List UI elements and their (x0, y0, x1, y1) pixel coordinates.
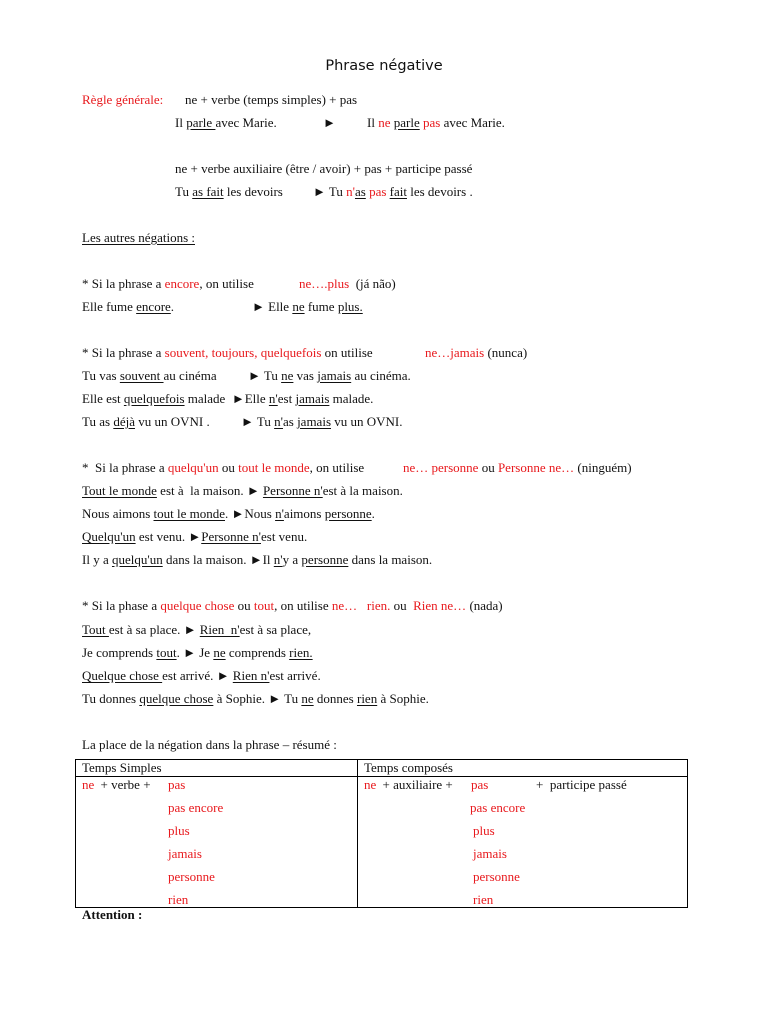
column-header-simple: Temps Simples (82, 760, 162, 775)
simple-tense-cell (76, 777, 357, 907)
arrow-icon: ► (248, 368, 261, 383)
formula-verbe: + verbe + (94, 777, 151, 792)
rule-formula-simple: ne + verbe (temps simples) + pas (185, 92, 358, 107)
example-personne-1: Tout le monde est à la maison. ► Personne n'est à la maison. (82, 483, 403, 498)
negation-item: pas (168, 777, 186, 792)
ne-label: ne (82, 777, 95, 792)
example-jamais-1: Tu vas souvent au cinéma (82, 368, 217, 383)
negation-item: plus (168, 823, 190, 838)
rule-example-1-affirmative: Il parle avec Marie. (175, 115, 277, 130)
summary-intro: La place de la négation dans la phrase – résumé : (82, 737, 337, 752)
example-jamais-1-negative: ► Tu ne vas jamais au cinéma. (248, 368, 411, 383)
arrow-icon: ► (183, 622, 197, 637)
rule-encore: * Si la phrase a encore, on utilise (82, 276, 254, 291)
rule-example-2-negative: ► Tu n'as pas fait les devoirs . (313, 184, 473, 199)
negation-item: pas encore (470, 800, 526, 815)
arrow-icon: ► (231, 391, 245, 406)
example-personne-2: Nous aimons tout le monde. ►Nous n'aimons personne. (82, 506, 375, 521)
formula-participe: + participe passé (536, 777, 627, 792)
rule-example-1-negative: Il ne parle pas avec Marie. (367, 115, 505, 130)
example-rien-4: Tu donnes quelque chose à Sophie. ► Tu ne donnes rien à Sophie. (82, 691, 429, 706)
arrow-icon: ► (183, 645, 196, 660)
example-encore-negative: ► Elle ne fume plus. (252, 299, 363, 314)
rule-label: Règle générale: (82, 92, 164, 107)
arrow-icon: ► (246, 483, 260, 498)
example-encore: Elle fume encore. (82, 299, 175, 314)
section-heading: Les autres négations : (82, 230, 195, 245)
attention-heading: Attention : (82, 907, 143, 922)
arrow-icon: ► (188, 529, 202, 544)
example-jamais-2: Elle est quelquefois malade ►Elle n'est jamais malade. (82, 391, 374, 406)
ne-label: ne (364, 777, 377, 792)
negation-item: jamais (168, 846, 202, 861)
negation-item: rien (168, 892, 189, 907)
arrow-icon: ► (313, 184, 326, 199)
example-jamais-3-negative: ► Tu n'as jamais vu un OVNI. (241, 414, 403, 429)
negation-item: personne (473, 869, 520, 884)
column-header-compound: Temps composés (364, 760, 453, 775)
page-title: Phrase négative (325, 58, 443, 74)
summary-table (75, 759, 688, 908)
rule-jamais-negation: ne…jamais (nunca) (425, 345, 528, 360)
formula-auxiliaire: + auxiliaire + (376, 777, 453, 792)
negation-item: rien (473, 892, 494, 907)
negation-item: personne (168, 869, 215, 884)
example-personne-4: Il y a quelqu'un dans la maison. ►Il n'y a personne dans la maison. (82, 552, 433, 567)
rule-formula-compound: ne + verbe auxiliaire (être / avoir) + pas + participe passé (175, 161, 473, 176)
compound-tense-cell (358, 777, 687, 907)
rule-personne-negation: ne… personne ou Personne ne… (ninguém) (403, 460, 632, 475)
rule-personne: * Si la phrase a quelqu'un ou tout le monde, on utilise (82, 460, 365, 475)
negation-item: pas (471, 777, 489, 792)
example-personne-3: Quelqu'un est venu. ►Personne n'est venu. (82, 529, 308, 544)
arrow-icon: ► (268, 691, 282, 706)
rule-jamais: * Si la phrase a souvent, toujours, quelquefois on utilise (82, 345, 373, 360)
rule-encore-negation: ne….plus (já não) (299, 276, 396, 291)
arrow-icon: ► (231, 506, 245, 521)
arrow-icon: ► (323, 115, 336, 130)
arrow-icon: ► (241, 414, 254, 429)
arrow-icon: ► (249, 552, 263, 567)
negation-item: plus (473, 823, 495, 838)
example-rien-2: Je comprends tout. ► Je ne comprends rien. (82, 645, 313, 660)
example-jamais-3: Tu as déjà vu un OVNI . (82, 414, 210, 429)
negation-item: jamais (473, 846, 507, 861)
rule-rien: * Si la phase a quelque chose ou tout, on utilise ne… rien. ou Rien ne… (nada) (82, 598, 503, 613)
rule-example-2-affirmative: Tu as fait les devoirs (175, 184, 283, 199)
example-rien-3: Quelque chose est arrivé. ► Rien n'est arrivé. (82, 668, 321, 683)
arrow-icon: ► (252, 299, 265, 314)
arrow-icon: ► (216, 668, 230, 683)
negation-item: pas encore (168, 800, 224, 815)
example-rien-1: Tout est à sa place. ► Rien n'est à sa place, (82, 622, 312, 637)
